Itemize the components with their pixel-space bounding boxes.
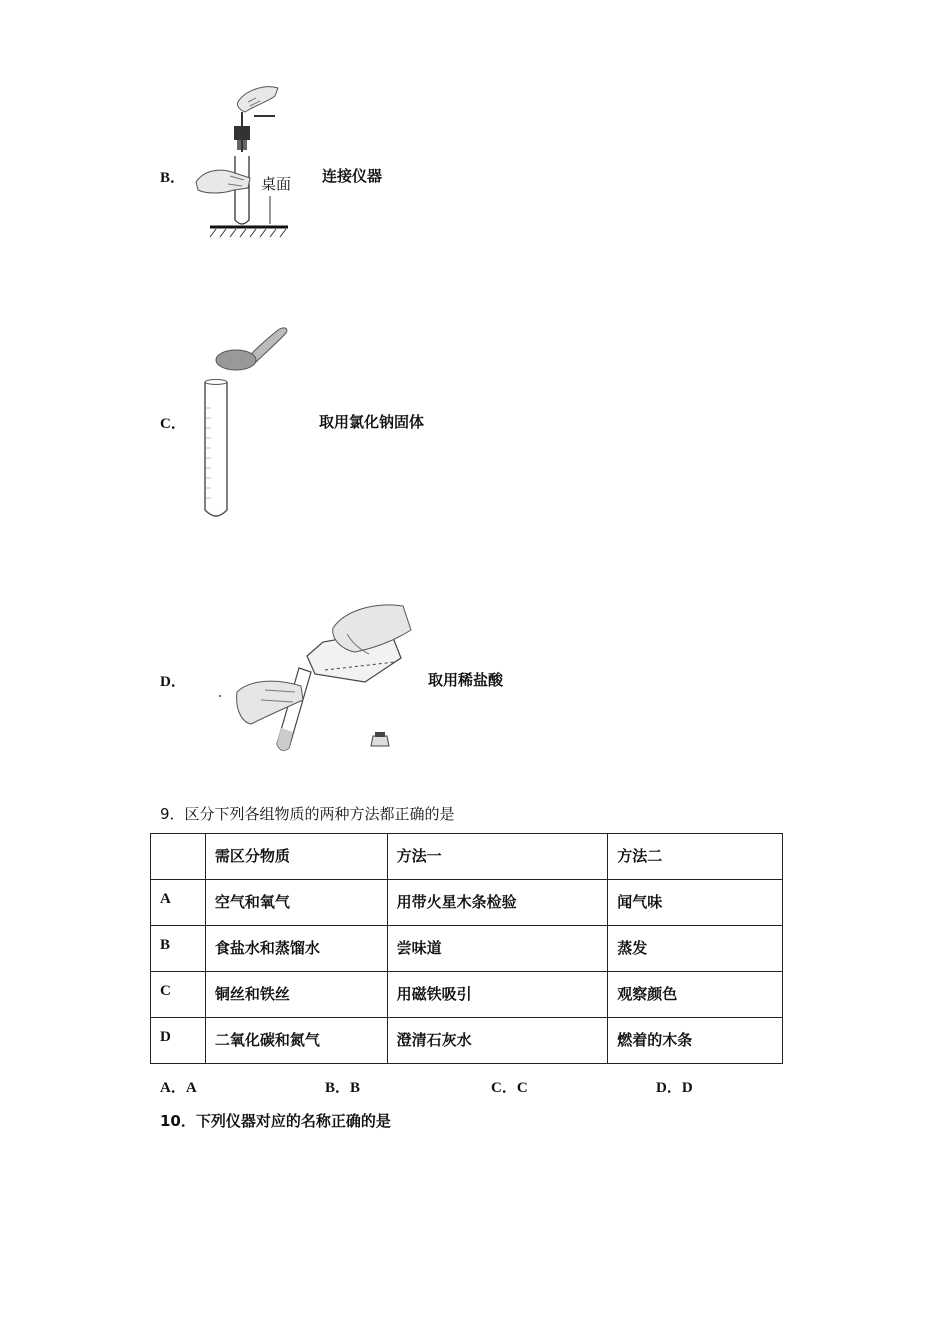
question-9-text: 区分下列各组物质的两种方法都正确的是 <box>184 805 455 823</box>
option-d-caption: 取用稀盐酸 <box>428 671 504 689</box>
table-cell: D <box>151 1018 206 1064</box>
table-cell: B <box>151 926 206 972</box>
table-cell: 观察颜色 <box>608 972 783 1018</box>
question-10-number: 10． <box>160 1112 196 1130</box>
question-10 <box>160 1110 391 1131</box>
connect-apparatus-illustration <box>190 82 300 240</box>
option-c-letter: C． <box>160 416 186 432</box>
table-header-cell: 需区分物质 <box>205 834 387 880</box>
table-cell: 蒸发 <box>608 926 783 972</box>
table-row <box>151 972 783 1018</box>
answer-option-d[interactable]: D．D <box>656 1080 693 1096</box>
table-cell: 闻气味 <box>608 880 783 926</box>
pour-acid-illustration <box>215 600 420 758</box>
question-9-table <box>150 833 783 1064</box>
table-row <box>151 1018 783 1064</box>
table-header-cell: 方法一 <box>387 834 608 880</box>
option-c-caption: 取用氯化钠固体 <box>319 413 425 431</box>
table-cell: C <box>151 972 206 1018</box>
option-b-caption: 连接仪器 <box>322 167 383 185</box>
table-header-row <box>151 834 783 880</box>
option-b-letter: B． <box>160 170 186 186</box>
table-cell: 二氧化碳和氮气 <box>205 1018 387 1064</box>
table-header-cell <box>151 834 206 880</box>
table-header-cell: 方法二 <box>608 834 783 880</box>
table-cell: 用带火星木条检验 <box>387 880 608 926</box>
table-cell: 燃着的木条 <box>608 1018 783 1064</box>
table-cell: 澄清石灰水 <box>387 1018 608 1064</box>
question-10-text: 下列仪器对应的名称正确的是 <box>195 1112 391 1130</box>
question-9-number: 9． <box>160 805 185 823</box>
answer-option-b[interactable]: B．B <box>325 1080 361 1096</box>
question-9 <box>160 803 455 824</box>
table-row <box>151 880 783 926</box>
table-cell: 用磁铁吸引 <box>387 972 608 1018</box>
table-row <box>151 926 783 972</box>
table-cell: A <box>151 880 206 926</box>
desk-label: 桌面 <box>261 175 292 193</box>
table-cell: 铜丝和铁丝 <box>205 972 387 1018</box>
answer-option-c[interactable]: C．C <box>491 1080 528 1096</box>
option-d-letter: D． <box>160 674 186 690</box>
answer-option-a[interactable]: A．A <box>160 1080 197 1096</box>
table-cell: 尝味道 <box>387 926 608 972</box>
spoon-testtube-illustration <box>196 318 296 524</box>
table-cell: 食盐水和蒸馏水 <box>205 926 387 972</box>
table-cell: 空气和氧气 <box>205 880 387 926</box>
